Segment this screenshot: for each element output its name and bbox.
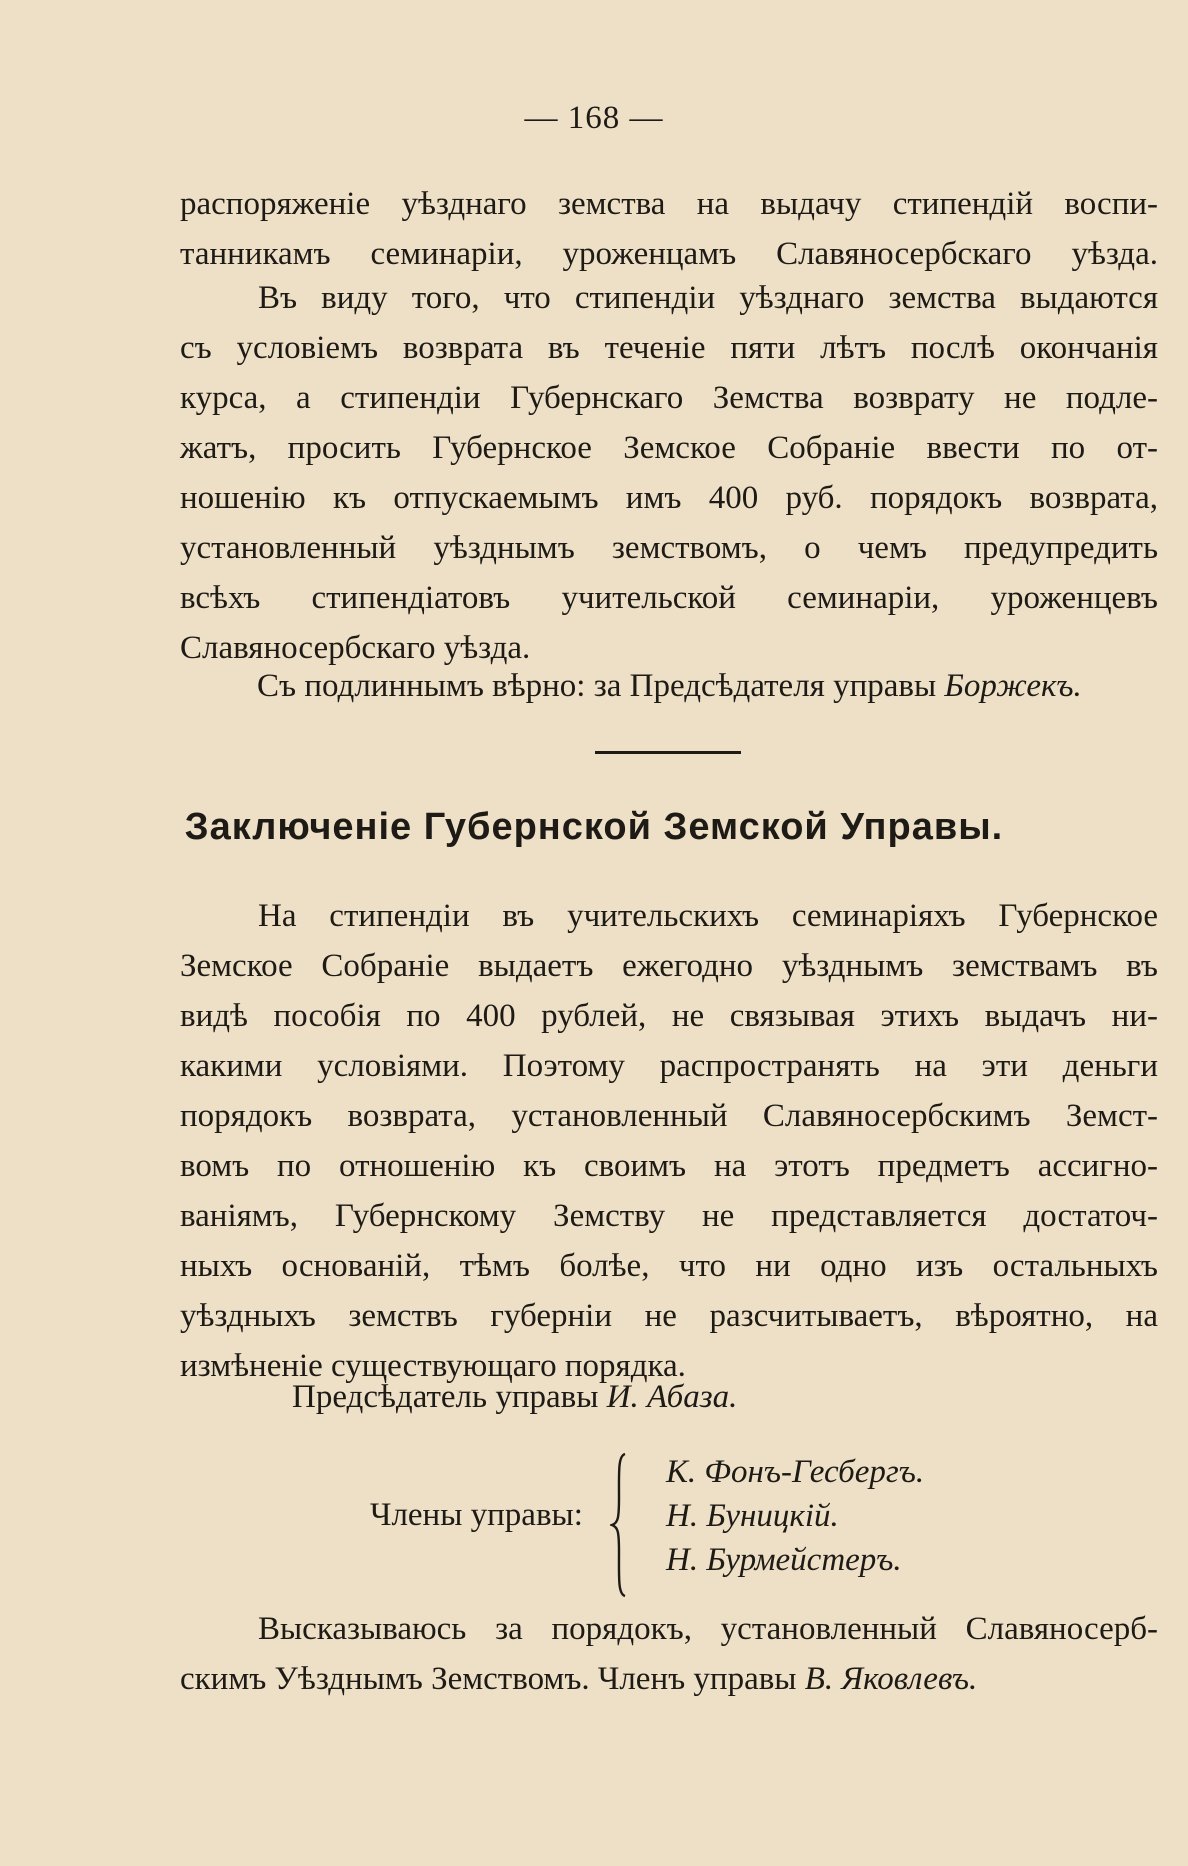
text-line: вомъ по отношенію къ своимъ на этотъ предметъ ассигно- bbox=[180, 1148, 1158, 1184]
certifier-name: Боржекъ. bbox=[944, 668, 1082, 704]
text-line: На стипендіи въ учительскихъ семинаріяхъ Губернское bbox=[258, 898, 1158, 934]
text-line: измѣненіе существующаго порядка. bbox=[180, 1348, 686, 1384]
text-line: ваніямъ, Губернскому Земству не представляется достаточ- bbox=[180, 1198, 1158, 1234]
chairman-signature bbox=[292, 1372, 737, 1422]
text-line: уѣздныхъ земствъ губерніи не разсчитываетъ, вѣроятно, на bbox=[180, 1298, 1158, 1334]
paragraph-board-conclusion bbox=[180, 891, 1158, 1391]
text-line: съ условіемъ возврата въ теченіе пяти лѣтъ послѣ окончанія bbox=[180, 330, 1158, 366]
section-divider bbox=[595, 751, 741, 754]
paragraph-repayment-request bbox=[180, 273, 1158, 673]
text-line: какими условіями. Поэтому распространять на эти деньги bbox=[180, 1048, 1158, 1084]
text-line: ныхъ основаній, тѣмъ болѣе, что ни одно изъ остальныхъ bbox=[180, 1248, 1158, 1284]
member-name: К. Фонъ-Гесбергъ. bbox=[666, 1454, 925, 1490]
text-line: жатъ, просить Губернское Земское Собраніе ввести по от- bbox=[180, 430, 1158, 466]
text-line: всѣхъ стипендіатовъ учительской семинаріи, уроженцевъ bbox=[180, 580, 1158, 616]
curly-brace-icon bbox=[610, 1450, 628, 1600]
certification-text: Съ подлиннымъ вѣрно: за Предсѣдателя управы bbox=[257, 668, 937, 704]
section-heading: Заключеніе Губернской Земской Управы. bbox=[184, 806, 1004, 848]
certification-line bbox=[257, 661, 1157, 711]
text-line: курса, а стипендіи Губернскаго Земства возврату не подле- bbox=[180, 380, 1158, 416]
text-line: Славяносербскаго уѣзда. bbox=[180, 630, 531, 666]
text-line: порядокъ возврата, установленный Славяносербскимъ Земст- bbox=[180, 1098, 1158, 1134]
text-line: видѣ пособія по 400 рублей, не связывая этихъ выдачъ ни- bbox=[180, 998, 1158, 1034]
member-name: Н. Бурмейстеръ. bbox=[666, 1542, 902, 1578]
text-line: Высказываюсь за порядокъ, установленный Славяносерб- bbox=[258, 1611, 1158, 1647]
text-line: установленный уѣзднымъ земствомъ, о чемъ предупредить bbox=[180, 530, 1158, 566]
members-label: Члены управы: bbox=[370, 1497, 583, 1533]
text-line bbox=[180, 1654, 1158, 1704]
text-line: Въ виду того, что стипендіи уѣзднаго земства выдаются bbox=[258, 280, 1158, 316]
dissent-text: скимъ Уѣзднымъ Земствомъ. Членъ управы bbox=[180, 1661, 797, 1697]
text-line: Земское Собраніе выдаетъ ежегодно уѣзднымъ земствамъ въ bbox=[180, 948, 1158, 984]
text-line: ношенію къ отпускаемымъ имъ 400 руб. порядокъ возврата, bbox=[180, 480, 1158, 516]
chairman-name: И. Абаза. bbox=[606, 1379, 738, 1415]
member-name: Н. Буницкій. bbox=[666, 1498, 839, 1534]
paragraph-dissent bbox=[180, 1604, 1158, 1704]
dissent-member-name: В. Яковлевъ. bbox=[804, 1661, 978, 1697]
paragraph-stipend-order-end bbox=[180, 179, 1158, 279]
text-line: распоряженіе уѣзднаго земства на выдачу стипендій воспи- bbox=[180, 186, 1158, 222]
text-line: танникамъ семинаріи, уроженцамъ Славяносербскаго уѣзда. bbox=[180, 236, 1158, 272]
page-number: — 168 — bbox=[524, 100, 664, 136]
members-names bbox=[666, 1450, 924, 1582]
chairman-label: Предсѣдатель управы bbox=[292, 1379, 599, 1415]
